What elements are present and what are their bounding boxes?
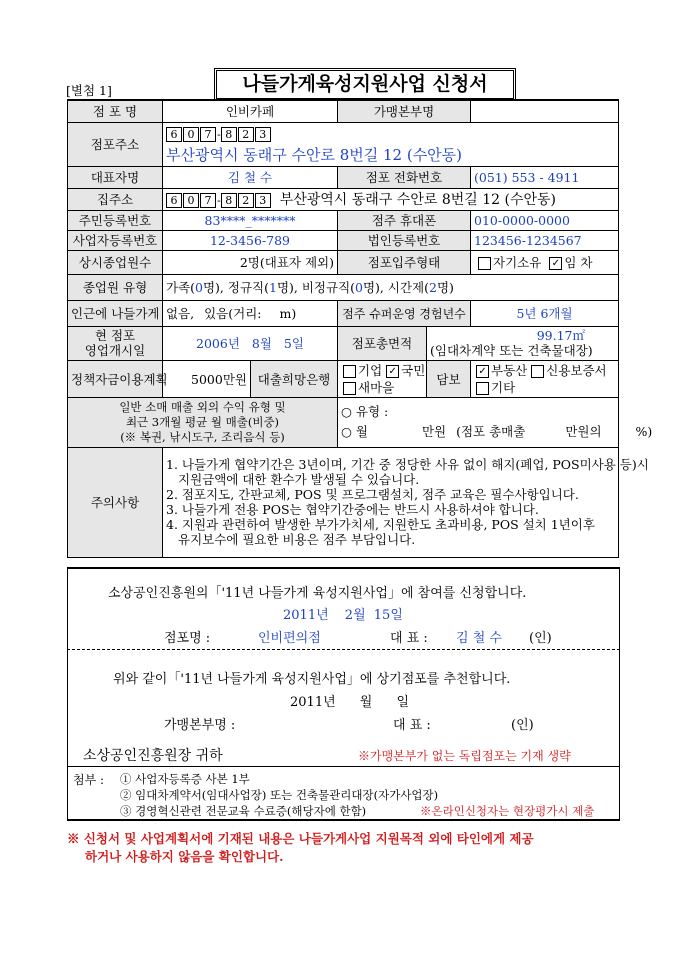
store-area-label: 점포총면적 (338, 326, 427, 360)
recommendation-seal: (인) (511, 718, 534, 733)
bank-option: 국민 (401, 362, 426, 378)
franchise-name-value (471, 100, 619, 122)
recommendation-franchise-label: 가맹본부명 : (164, 718, 236, 733)
occupancy-options (471, 250, 619, 274)
collateral-option: 신용보증서 (546, 362, 607, 378)
postal-digit: 8 (221, 127, 237, 142)
mobile-value: 010-0000-0000 (471, 210, 619, 230)
store-name-value: 인비카페 (163, 100, 338, 122)
temp-count: 0 (355, 280, 363, 295)
collateral-option: 부동산 (491, 362, 528, 378)
application-month: 2월 (344, 608, 366, 623)
store-address-cell (163, 122, 619, 166)
attachments-block (67, 767, 620, 821)
corp-reg-label: 법인등록번호 (338, 230, 471, 250)
home-address-cell (163, 188, 619, 210)
sales-label-line1: 일반 소매 매출 외의 수익 유형 및 (119, 399, 286, 414)
notice-item: 유지보수에 필요한 비용은 점주 부담입니다. (178, 532, 416, 547)
footer-warning-line1: ※ 신청서 및 사업계획서에 기재된 내용은 나들가게사업 지원목적 외에 타인에게 제공 (67, 831, 534, 846)
open-date-label-line1: 현 점포 (94, 328, 136, 343)
policy-fund-label: 정책자금이용계획 (68, 360, 163, 397)
postal-digit: 2 (238, 127, 254, 142)
postal-digit: 0 (183, 193, 199, 208)
annex-label: [별첨 1] (66, 83, 112, 98)
sales-share: (점포 총매출 (456, 424, 526, 439)
postal-digit: 8 (221, 193, 237, 208)
form-title: 나들가게육성지원사업 신청서 (214, 68, 516, 101)
employees-label: 상시종업원수 (68, 250, 163, 274)
application-rep-label: 대 표 : (390, 631, 428, 646)
recommendation-date (290, 691, 409, 710)
store-area-cell (427, 326, 619, 360)
occupancy-owned-checkbox[interactable] (478, 257, 491, 270)
postal-digit: 6 (166, 193, 182, 208)
recommendation-rep-label: 대 표 : (393, 718, 431, 733)
footer-warning-line2: 하거나 사용하지 않음을 확인합니다. (85, 849, 284, 864)
employees-value: 2명(대표자 제외) (163, 250, 338, 274)
open-date-value (163, 326, 338, 360)
attachment-item: ② 임대차계약서(임대사업장) 또는 건축물관리대장(자가사업장) (120, 788, 439, 802)
franchise-note: ※가맹본부가 없는 독립점포는 기재 생략 (358, 749, 571, 763)
occupancy-label: 점포입주형태 (338, 250, 471, 274)
application-store-value: 인비편의점 (258, 631, 321, 646)
postal-digit: 3 (255, 193, 271, 208)
application-year: 2011년 (283, 608, 329, 623)
open-day: 5일 (283, 336, 304, 351)
bank-mg-checkbox[interactable] (343, 382, 356, 395)
store-postal-code (166, 124, 615, 145)
representative-label: 대표자명 (68, 166, 163, 188)
nearby-none: 없음, (166, 306, 195, 321)
postal-digit: 7 (200, 127, 216, 142)
occupancy-rent-label: 임 차 (564, 255, 593, 270)
mobile-label: 점주 휴대폰 (338, 210, 471, 230)
policy-fund-value: 5000만원 (163, 361, 251, 397)
application-rep-value: 김 철 수 (456, 631, 502, 646)
postal-digit: 2 (238, 193, 254, 208)
policy-fund-cell (163, 360, 338, 397)
collateral-guarantee-checkbox[interactable] (531, 365, 544, 378)
sales-type: ○ 유형 : (341, 404, 389, 419)
parttime-suffix: 명) (436, 280, 454, 295)
franchise-name-label: 가맹본부명 (338, 100, 471, 122)
notice-item: 3. 나들가게 전용 POS는 협약기간중에는 반드시 사용하셔야 합니다. (166, 502, 539, 517)
occupancy-owned-label: 자기소유 (493, 255, 542, 270)
online-note: ※온라인신청자는 현장평가시 제출 (420, 804, 595, 818)
open-date-label-line2: 영업개시일 (84, 343, 146, 358)
open-date-label (68, 326, 163, 360)
application-statement: 소상공인진흥원의「'11년 나들가게 육성지원사업」에 참여를 신청합니다. (108, 586, 527, 601)
loan-bank-label: 대출희망은행 (251, 361, 337, 397)
addressee: 소상공인진흥원장 귀하 (83, 748, 223, 764)
bank-option: 새마을 (358, 379, 395, 395)
recommendation-month: 월 (359, 695, 373, 710)
application-block (67, 567, 620, 650)
employee-type-cell (163, 274, 619, 300)
business-reg-value: 12-3456-789 (163, 230, 338, 250)
family-count: 0 (195, 280, 203, 295)
sales-label-line3: (※ 복권, 낚시도구, 조리음식 등) (120, 429, 285, 444)
supermarket-years-label: 점주 슈퍼운영 경험년수 (338, 300, 471, 326)
postal-dash: - (217, 194, 221, 207)
nearby-store-label: 인근에 나들가게 (68, 300, 163, 326)
supermarket-years-value: 5년 6개월 (471, 300, 619, 326)
notice-item: 4. 지원과 관련하여 발생한 부가가치세, 지원한도 초과비용, POS 설치 1년이후 (166, 517, 595, 532)
application-date (283, 604, 403, 623)
store-phone-value: (051) 553 - 4911 (471, 166, 619, 188)
collateral-options (471, 360, 619, 397)
nearby-unit: m) (279, 306, 297, 321)
application-store-label: 점포명 : (164, 631, 211, 646)
notice-list (163, 447, 649, 557)
sales-month-row (341, 422, 653, 442)
attachment-item: ① 사업자등록증 사본 1부 (120, 772, 250, 786)
family-label: 가족( (166, 280, 196, 295)
recommendation-year: 2011년 (290, 695, 336, 710)
nearby-yes: 있음(거리: (204, 306, 262, 321)
collateral-other-checkbox[interactable] (476, 382, 489, 395)
notice-label: 주의사항 (68, 447, 163, 557)
parttime-label: 명), 시간제( (362, 280, 429, 295)
corp-reg-value: 123456-1234567 (471, 230, 619, 250)
store-address-value: 부산광역시 동래구 수안로 8번길 12 (수안동) (166, 145, 463, 164)
open-month: 8월 (251, 336, 272, 351)
postal-digit: 6 (166, 127, 182, 142)
temp-label: 명), 비정규직( (276, 280, 356, 295)
sales-share-unit: 만원의 (565, 424, 602, 439)
notice-item: 2. 점포지도, 간판교체, POS 및 프로그램설치, 점주 교육은 필수사항입니다. (166, 487, 579, 502)
home-address-value: 부산광역시 동래구 수안로 8번길 12 (수안동) (279, 192, 556, 208)
representative-value: 김 철 수 (163, 166, 338, 188)
application-form-table (67, 99, 653, 558)
store-area-note: (임대차계약 또는 건축물대장) (430, 343, 593, 358)
store-phone-label: 점포 전화번호 (338, 166, 471, 188)
business-reg-label: 사업자등록번호 (68, 230, 163, 250)
recommendation-block (67, 648, 620, 767)
sales-month: ○ 월 (341, 424, 368, 439)
sales-amount-unit: 만원 (421, 424, 447, 439)
recommendation-day: 일 (396, 695, 410, 710)
sales-percent: %) (635, 424, 653, 439)
store-area-value: 99.17㎡ (536, 328, 586, 343)
resident-no-value: 83****_******* (163, 210, 338, 230)
home-address-label: 집주소 (68, 188, 163, 210)
bank-kb-checkbox[interactable]: ✓ (386, 365, 399, 378)
occupancy-rent-checkbox[interactable]: ✓ (549, 257, 562, 270)
postal-digit: 0 (183, 127, 199, 142)
resident-no-label: 주민등록번호 (68, 210, 163, 230)
sales-label-line2: 최근 3개월 평균 월 매출(비중) (125, 414, 280, 429)
notice-item: 지원금액에 대한 환수가 발생될 수 있습니다. (178, 472, 420, 487)
notice-item: 1. 나들가게 협약기간은 3년이며, 기간 중 정당한 사유 없이 해지(폐업, POS미사용 등)시 (166, 457, 649, 472)
sales-cell (338, 397, 653, 447)
bank-option: 기업 (358, 362, 383, 378)
sales-label (68, 397, 338, 447)
attachment-item: ③ 경영혁신관련 전문교육 수료증(해당자에 한함) (120, 804, 367, 818)
open-year: 2006년 (196, 336, 240, 351)
postal-digit: 7 (200, 193, 216, 208)
collateral-realestate-checkbox[interactable]: ✓ (476, 365, 489, 378)
collateral-label: 담보 (427, 360, 471, 397)
attachments-label: 첨부 : (73, 773, 105, 787)
loan-bank-options (338, 360, 427, 397)
recommendation-statement: 위와 같이「'11년 나들가게 육성지원사업」에 상기점포를 추천합니다. (113, 672, 511, 687)
employee-type-label: 종업원 유형 (68, 274, 163, 300)
application-day: 15일 (373, 608, 403, 623)
parttime-count: 2 (429, 280, 437, 295)
postal-dash: - (217, 127, 221, 141)
store-address-label: 점포주소 (68, 122, 163, 166)
bank-ibk-checkbox[interactable] (343, 365, 356, 378)
application-seal: (인) (529, 631, 552, 646)
nearby-store-value (163, 300, 338, 326)
regular-count: 1 (269, 280, 277, 295)
collateral-option: 기타 (491, 379, 516, 395)
regular-label: 명), 정규직( (202, 280, 269, 295)
store-name-label: 점 포 명 (68, 100, 163, 122)
postal-digit: 3 (255, 127, 271, 142)
